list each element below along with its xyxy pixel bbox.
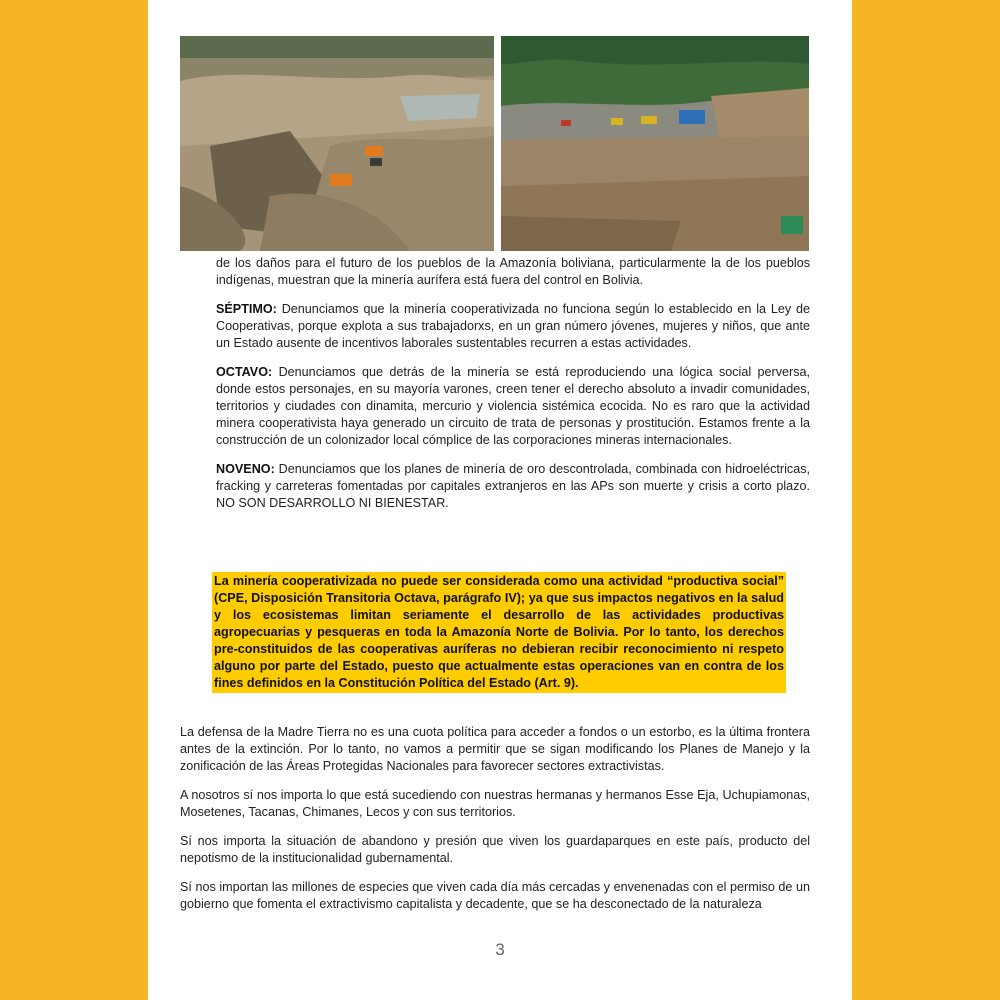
noveno-paragraph (216, 461, 810, 512)
noveno-label: NOVENO: (216, 462, 275, 476)
highlighted-statement: La minería cooperativizada no puede ser considerada como una actividad “productiva social” (CPE, Disposición Transitoria Octava, parágrafo IV); ya que sus impactos negativos en la salud y los ecosistemas limitan seriamente el desarrollo de las actividades productivas agropecuarias y pesqueras en toda la Amazonía Norte de Bolivia. Por lo tanto, los derechos pre-constituidos de las cooperativas auríferas no debieran recibir reconocimiento ni respeto alguno por parte del Estado, puesto que actualmente estas operaciones van en contra de los fines definidos en la Constitución Política del Estado (Art. 9). (212, 572, 786, 693)
closing-paragraph: A nosotros sí nos importa lo que está sucediendo con nuestras hermanas y hermanos Esse Eja, Uchupiamonas, Mosetenes, Tacanas, Chimanes, Lecos y con sus territorios. (180, 788, 810, 819)
septimo-paragraph (216, 301, 810, 352)
declaration-paragraphs (216, 255, 810, 524)
septimo-label: SÉPTIMO: (216, 302, 277, 316)
document-page (148, 0, 852, 1000)
mining-excavators-photo (180, 36, 494, 251)
closing-paragraphs (180, 724, 810, 925)
closing-paragraph: Sí nos importa la situación de abandono y presión que viven los guardaparques en este país, producto del nepotismo de la institucionalidad gubernamental. (180, 834, 810, 865)
octavo-text: Denunciamos que detrás de la minería se está reproduciendo una lógica social perversa, donde estos personajes, en su mayoría varones, creen tener el derecho absoluto a invadir comunidades, territorios y ciudades con dinamita, mercurio y violencia sistémica ecocida. No es raro que la actividad minera cooperativista haya generado un circuito de trata de personas y prostitución. Estamos frente a la construcción de un colonizador local cómplice de las corporaciones mineras internacionales. (216, 365, 811, 447)
intro-continuation: de los daños para el futuro de los pueblos de la Amazonía boliviana, particularmente la de los pueblos indígenas, muestran que la minería aurífera está fuera del control en Bolivia. (216, 256, 810, 287)
noveno-text: Denunciamos que los planes de minería de oro descontrolada, combinada con hidroeléctricas, fracking y carreteras fomentadas por capitales extranjeros en las APs son muerte y crisis a corto plazo. NO SON DESARROLLO NI BIENESTAR. (216, 462, 811, 510)
mining-camp-photo (501, 36, 809, 251)
closing-paragraph: Sí nos importan las millones de especies que viven cada día más cercadas y envenenadas con el permiso de un gobierno que fomenta el extractivismo capitalista y decadente, que se ha desconectado de la naturaleza (180, 880, 810, 911)
septimo-text: Denunciamos que la minería cooperativizada no funciona según lo establecido en la Ley de Cooperativas, porque explota a sus trabajadorxs, en un gran número jóvenes, mujeres y niños, que ante un Estado ausente de incentivos laborales sustentables recurren a estas actividades. (216, 302, 810, 350)
closing-paragraph: La defensa de la Madre Tierra no es una cuota política para acceder a fondos o un estorbo, es la última frontera antes de la extinción. Por lo tanto, no vamos a permitir que se sigan modificando los Planes de Manejo y la zonificación de las Áreas Protegidas Nacionales para favorecer sectores extractivistas. (180, 725, 810, 773)
octavo-label: OCTAVO: (216, 365, 273, 379)
page-number: 3 (495, 940, 505, 959)
octavo-paragraph (216, 364, 810, 449)
